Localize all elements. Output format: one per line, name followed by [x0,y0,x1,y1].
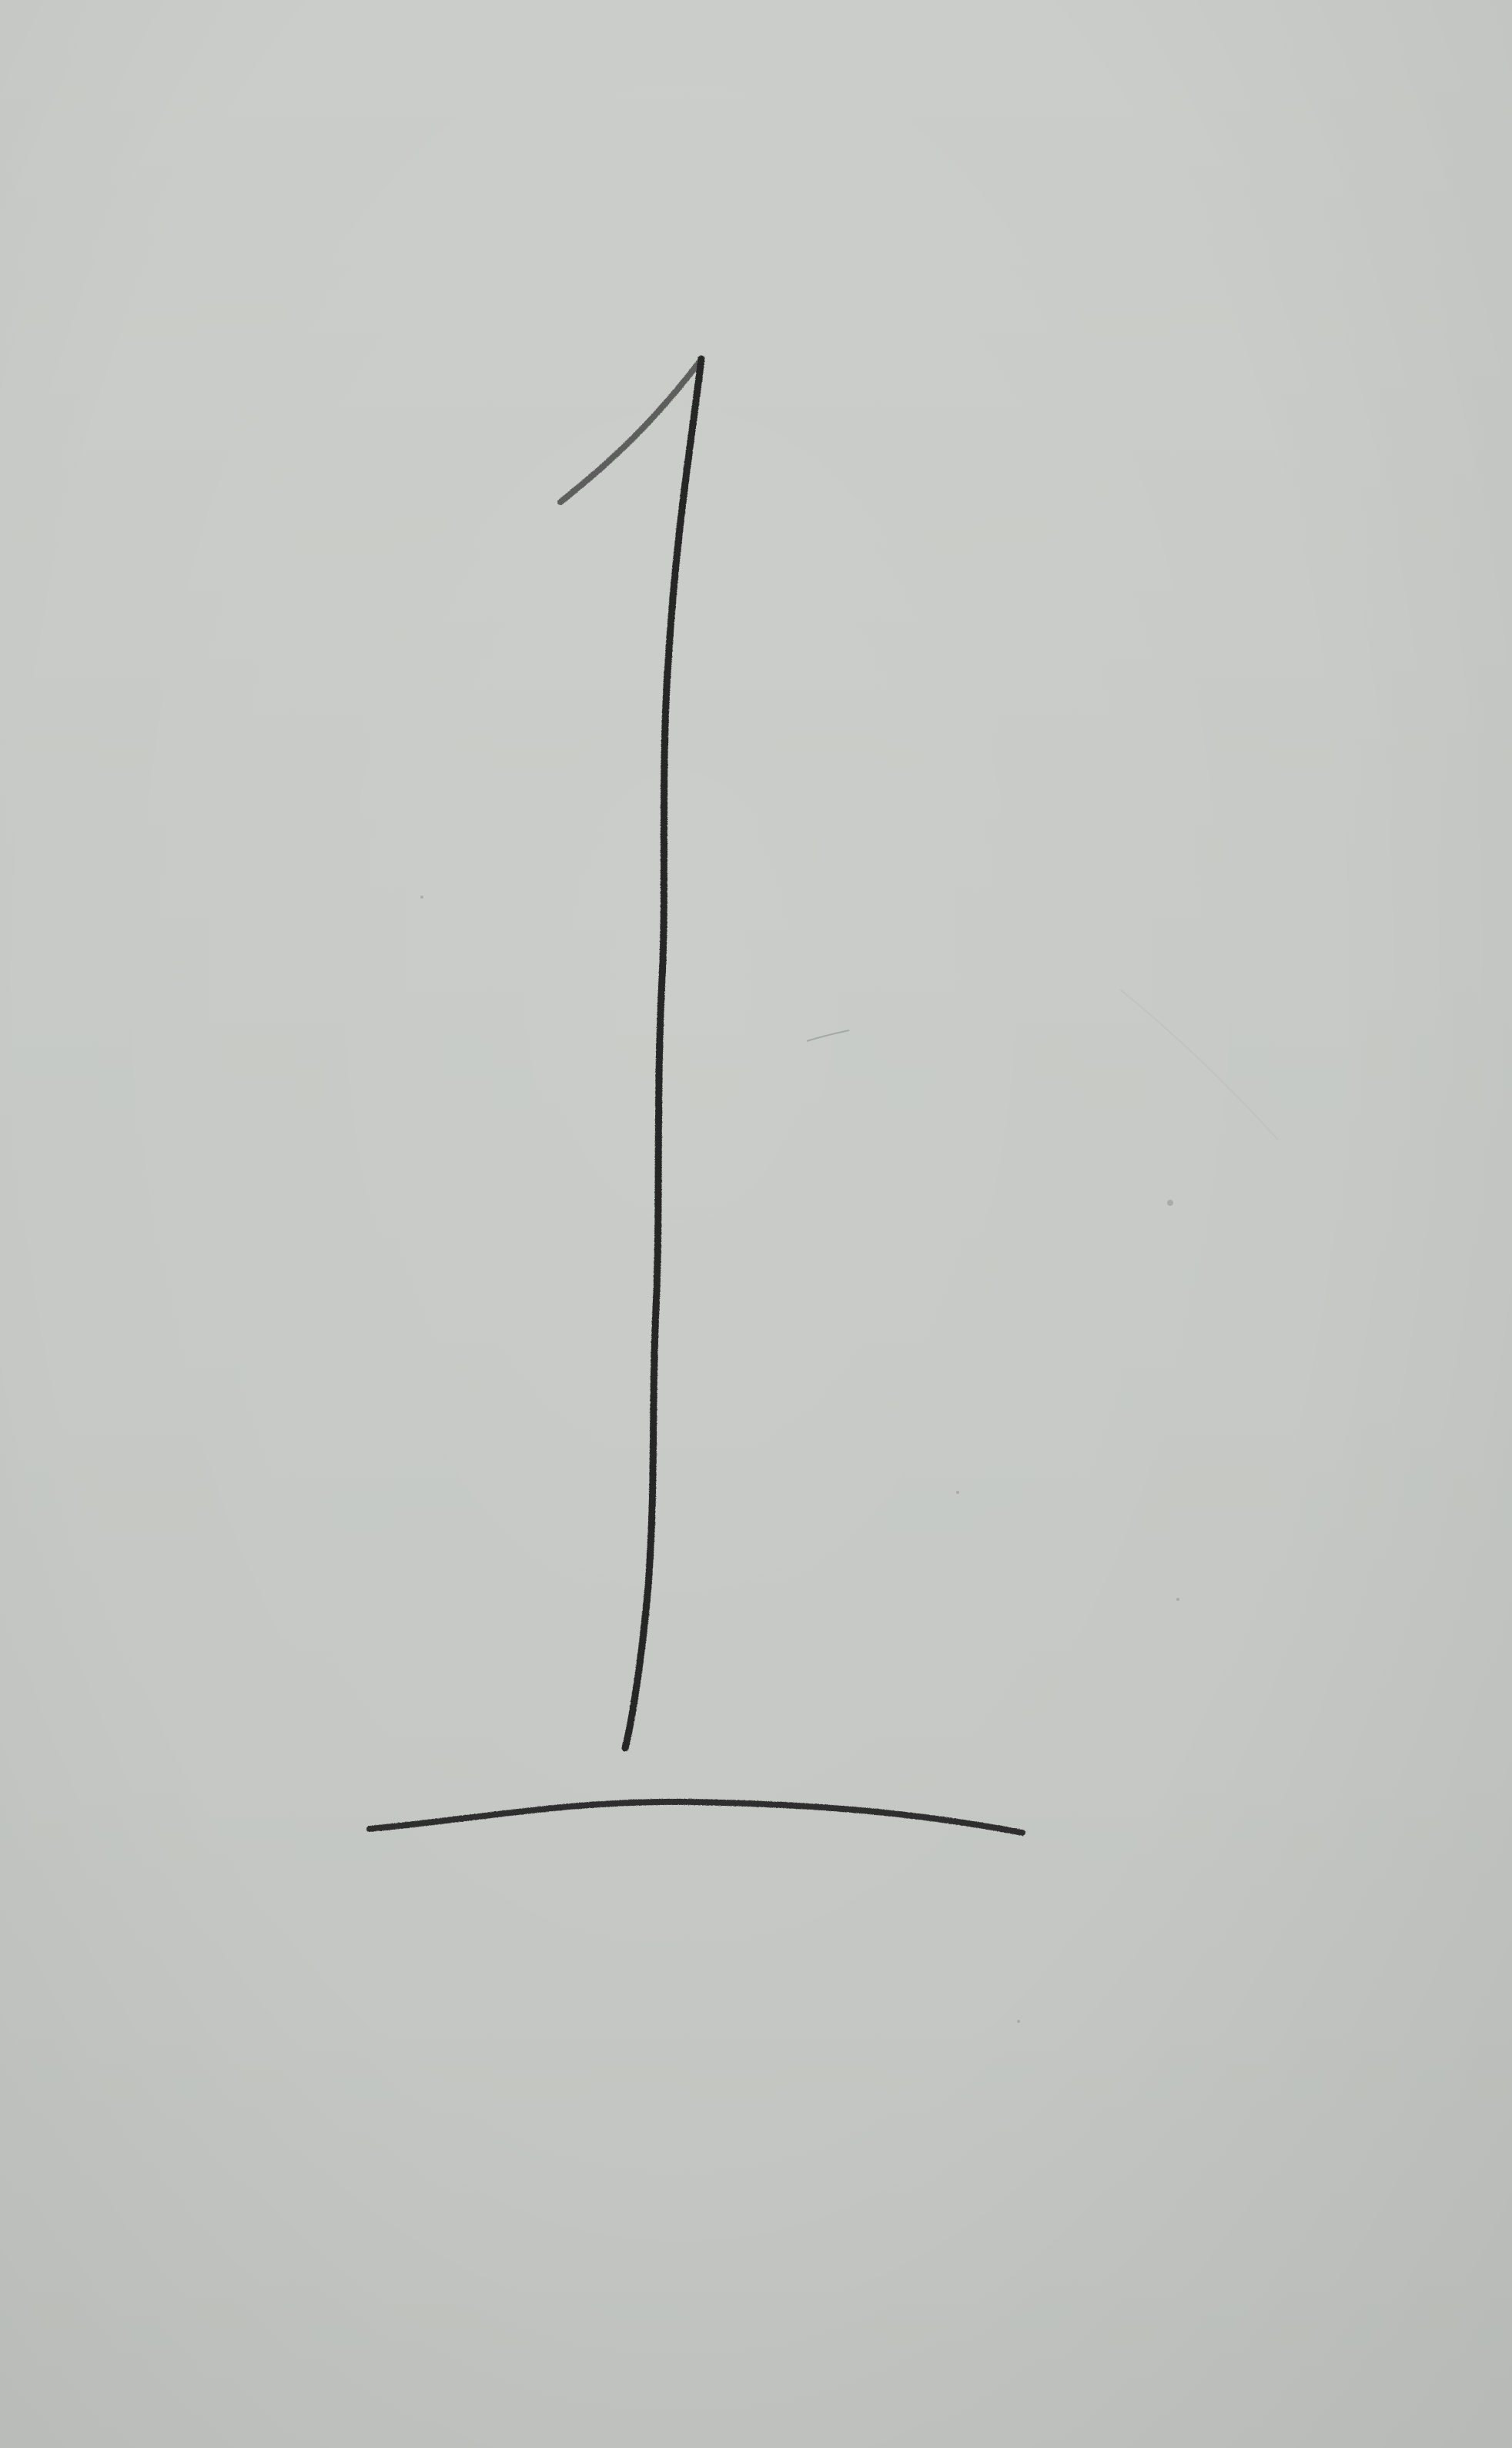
digit-one-base-stroke [370,1802,1022,1833]
digit-one-flag-stroke [560,360,701,502]
digit-one-stem-stroke [625,359,701,1748]
paper-specks [420,896,1278,2023]
